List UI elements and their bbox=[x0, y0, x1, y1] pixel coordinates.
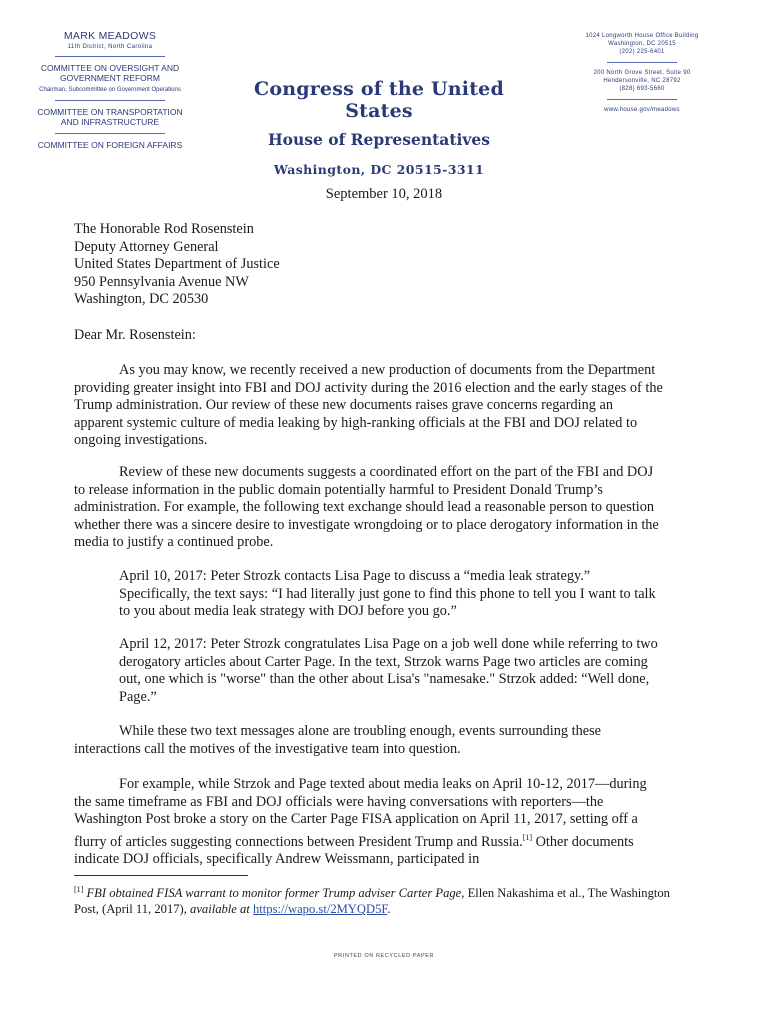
divider bbox=[607, 99, 677, 100]
member-name: MARK MEADOWS bbox=[63, 30, 157, 42]
recipient-address bbox=[74, 221, 664, 309]
footnote-link[interactable]: https://wapo.st/2MYQD5F bbox=[253, 902, 388, 917]
dc-office-line2: Washington, DC 20515 bbox=[608, 41, 676, 47]
quote-april-10: April 10, 2017: Peter Strozk contacts Lisa Page to discuss a “media leak strategy.” Specifically, the text says: “I had literally just gone to find this phone to tell you I want to talk to you about media leak strategy with DOJ before you go.” bbox=[119, 568, 656, 619]
member-district: 11th District, North Carolina bbox=[67, 44, 153, 50]
recipient-city: Washington, DC 20530 bbox=[74, 291, 209, 307]
website: www.house.gov/meadows bbox=[604, 107, 680, 113]
letter-date: September 10, 2018 bbox=[325, 186, 443, 202]
committee-oversight: COMMITTEE ON OVERSIGHT AND GOVERNMENT REFORM bbox=[40, 63, 180, 83]
quote-april-12: April 12, 2017: Peter Strozk congratulates Lisa Page on a job well done while referring to two derogatory articles about Carter Page. In the text, Strzok warns Page two articles are coming out, one which is "worse" than the other about Lisa's "namesake." Strzok added: “Well done, Page.” bbox=[119, 636, 658, 705]
district-office-line2: Hendersonville, NC 28792 bbox=[603, 78, 681, 84]
recipient-name: The Honorable Rod Rosenstein bbox=[74, 221, 254, 237]
paragraph-4-text bbox=[74, 776, 664, 868]
dc-office-line1: 1024 Longworth House Office Building bbox=[585, 33, 699, 39]
recipient-dept: United States Department of Justice bbox=[74, 256, 280, 272]
footnote-end: . bbox=[387, 902, 391, 917]
district-office-line1: 200 North Grove Street, Suite 90 bbox=[593, 70, 691, 76]
committee-foreign-affairs: COMMITTEE ON FOREIGN AFFAIRS bbox=[37, 140, 183, 150]
committee-transportation: COMMITTEE ON TRANSPORTATION AND INFRASTRUCTURE bbox=[37, 107, 183, 127]
paragraph-1-text: As you may know, we recently received a new production of documents from the Department providing greater insight into FBI and DOJ activity during the 2016 election and the early stages of the Trump administration. Our review of these new documents raises grave concerns regarding an apparent systemic culture of media leaking by high-ranking officials at the FBI and DOJ related to ongoing investigations. bbox=[74, 362, 663, 448]
paragraph-4-body: For example, while Strzok and Page texted about media leaks on April 10-12, 2017—during the same timeframe as FBI and DOJ officials were having conversations with reporters—the Washington Post broke a story on the Carter Page FISA application on April 11, 2017, setting off a flurry of articles suggesting connections between President Trump and Russia. bbox=[74, 776, 647, 850]
paragraph-1 bbox=[74, 362, 664, 450]
paragraph-3-text: While these two text messages alone are troubling enough, events surrounding these interactions call the motives of the investigative team into question. bbox=[74, 723, 601, 757]
footnote bbox=[74, 882, 674, 917]
recipient-title: Deputy Attorney General bbox=[74, 238, 219, 255]
footnote-available: available at bbox=[190, 902, 250, 917]
district-office-phone: (828) 693-5660 bbox=[619, 86, 665, 92]
recipient-street: 950 Pennsylvania Avenue NW bbox=[74, 273, 249, 290]
committee-oversight-sub: Chairman, Subcommittee on Government Operations bbox=[39, 87, 181, 93]
house-title: House of Representatives bbox=[268, 130, 490, 149]
footnote-authors: , Ellen Nakashima et al., The Washington Post, (April 11, 2017), bbox=[74, 886, 670, 917]
paragraph-2-text: Review of these new documents suggests a coordinated effort on the part of the FBI and DOJ to release information in the public domain potentially harmful to President Donald Trump’s administration. For example, the following text exchange should lead a reasonable person to question whether there was a sincere desire to investigate wrongdoing or to place derogatory information in the media to justify a continued probe. bbox=[74, 464, 659, 550]
printed-note: PRINTED ON RECYCLED PAPER bbox=[333, 953, 435, 959]
paragraph-5-start: Other documents indicate DOJ officials, specifically Andrew Weissmann, participated in bbox=[74, 833, 634, 867]
city-zip: Washington, DC 20515-3311 bbox=[273, 162, 485, 177]
letterhead-right bbox=[562, 32, 722, 114]
divider bbox=[55, 133, 165, 134]
dc-office-phone: (202) 225-6401 bbox=[619, 49, 665, 55]
footnote-divider bbox=[74, 875, 248, 876]
congress-title: Congress of the United States bbox=[254, 78, 504, 122]
footnote-ref[interactable]: [1] bbox=[522, 832, 533, 842]
divider bbox=[55, 56, 165, 57]
paragraph-4 bbox=[74, 776, 664, 868]
letterhead-center bbox=[222, 78, 536, 177]
footnote-marker: [1] bbox=[74, 885, 84, 894]
letterhead-left bbox=[30, 30, 190, 150]
footnote-title: FBI obtained FISA warrant to monitor former Trump adviser Carter Page bbox=[86, 886, 462, 901]
salutation: Dear Mr. Rosenstein: bbox=[74, 327, 196, 343]
divider bbox=[607, 62, 677, 63]
paragraph-3 bbox=[74, 723, 664, 758]
divider bbox=[55, 100, 165, 101]
paragraph-2 bbox=[74, 464, 664, 552]
